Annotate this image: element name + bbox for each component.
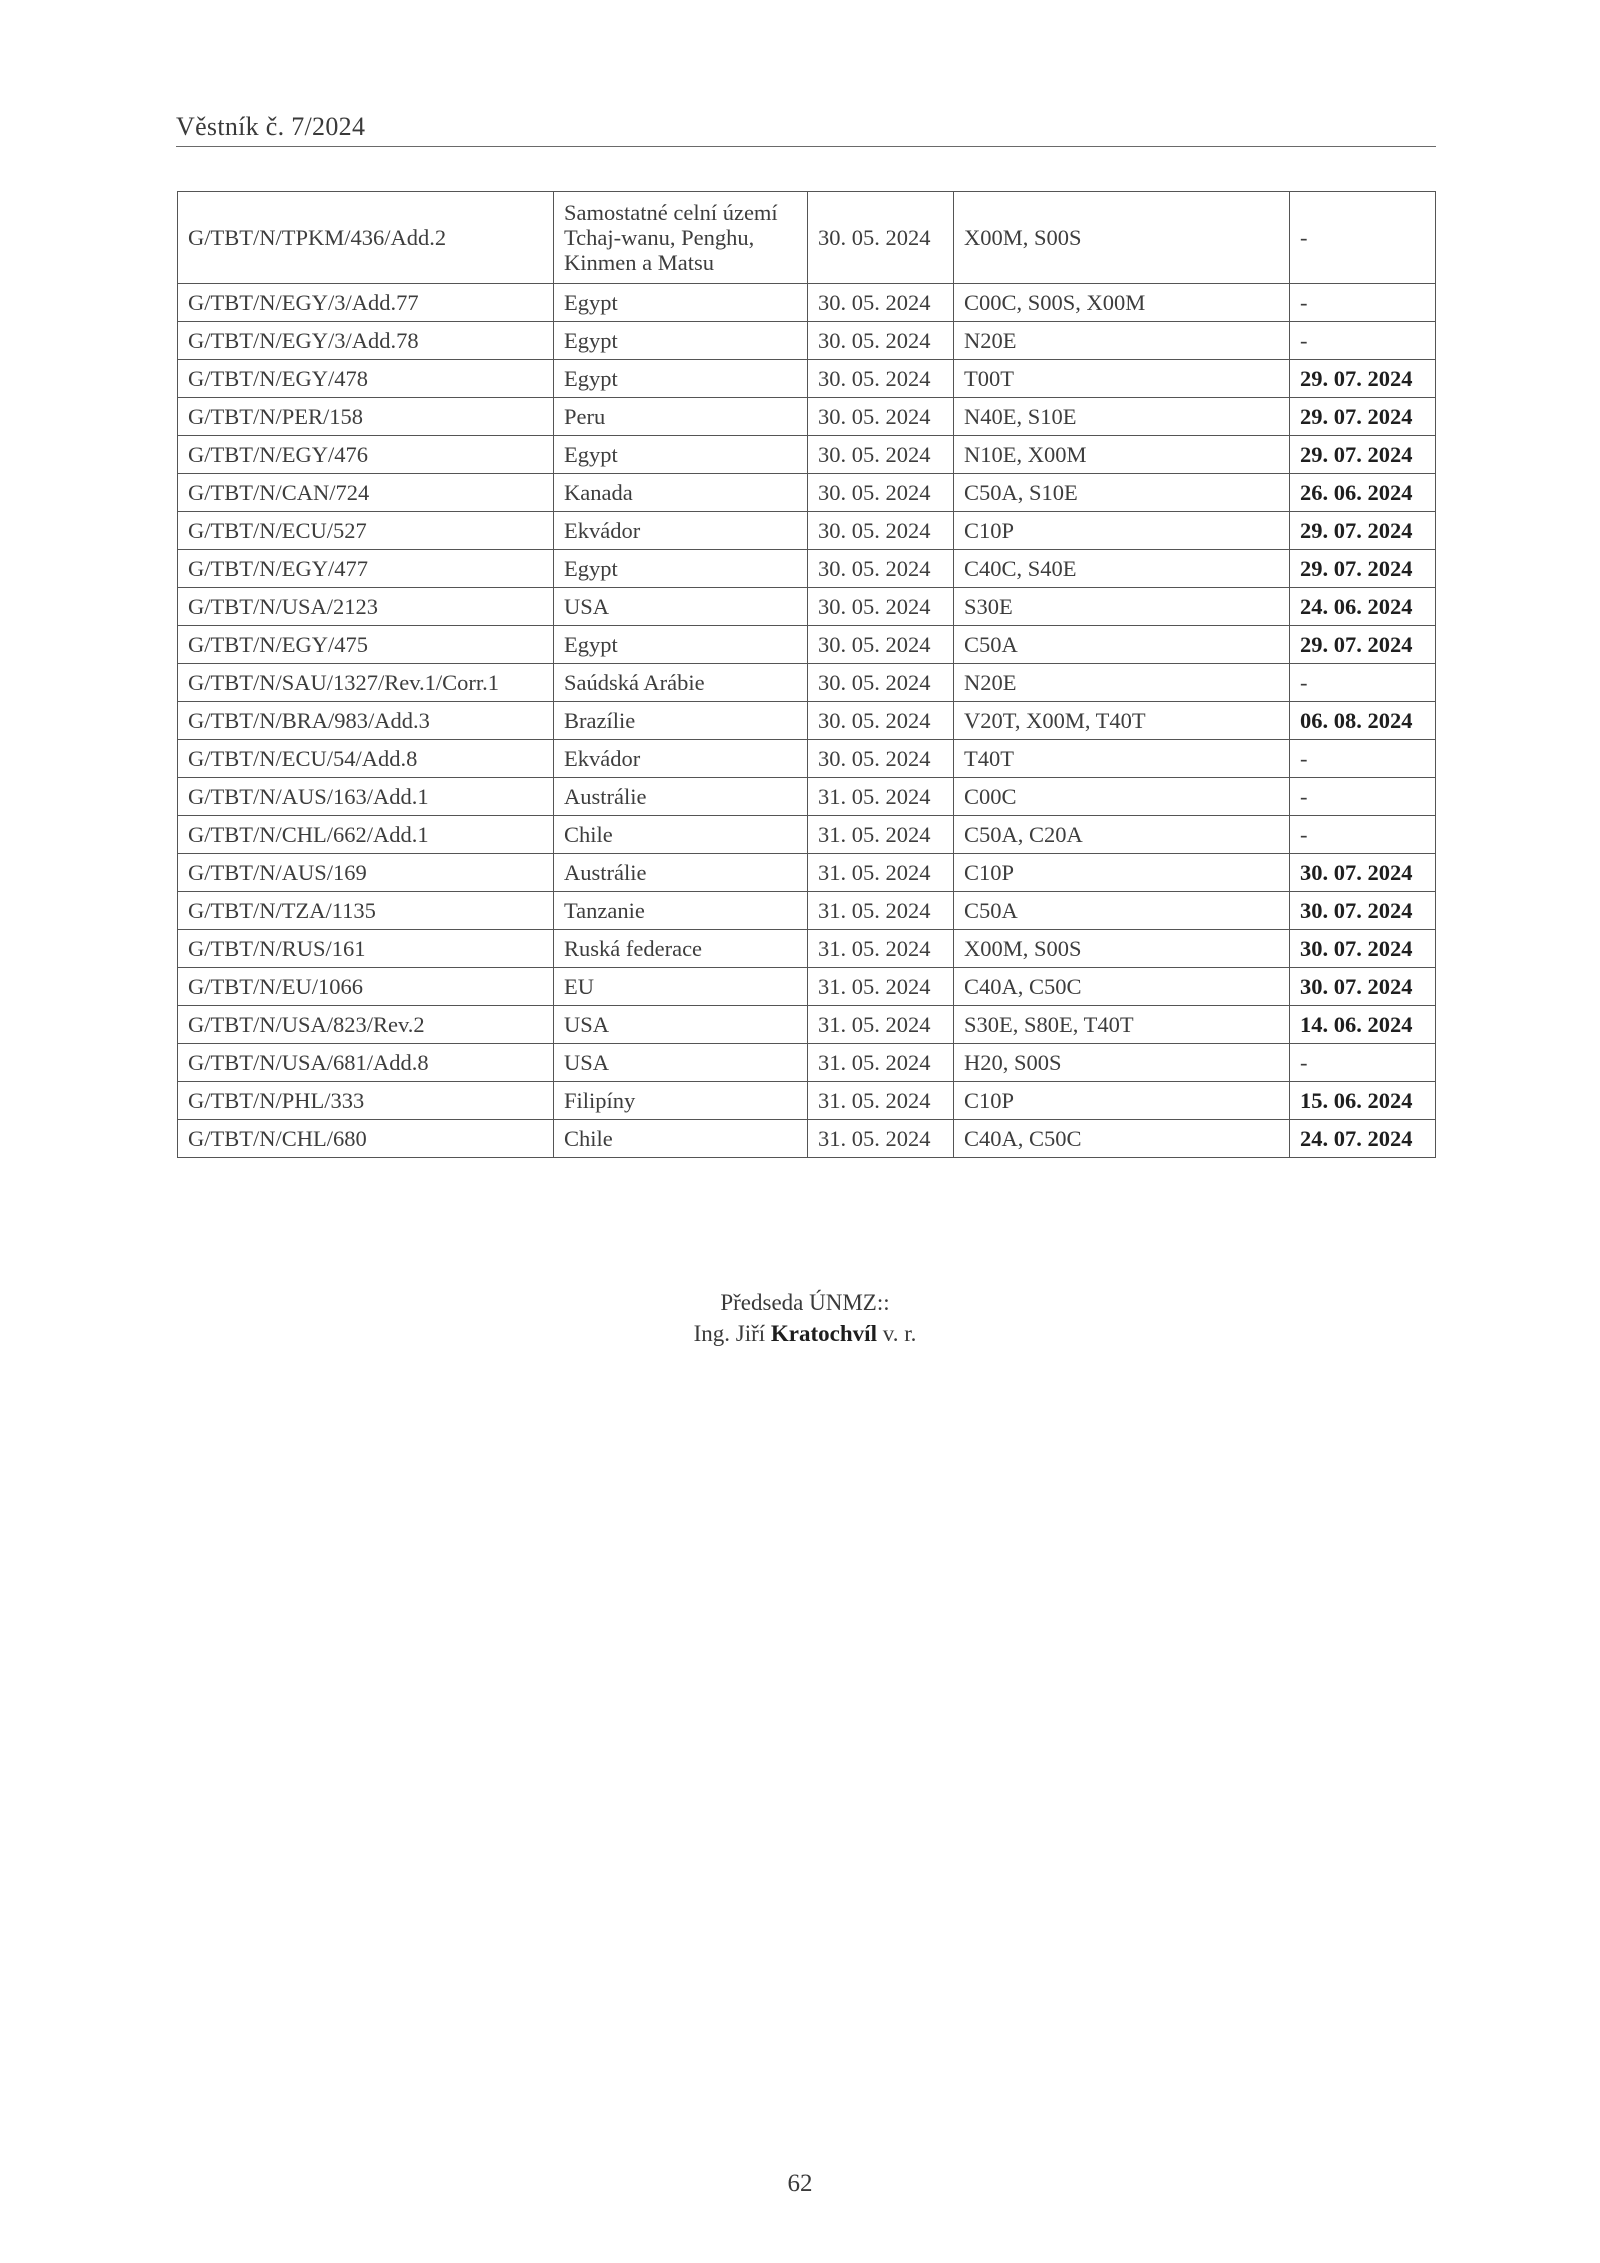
notification-date-cell: 31. 05. 2024 [808,778,954,816]
comment-deadline-cell: 24. 06. 2024 [1290,588,1436,626]
notification-date-cell: 30. 05. 2024 [808,474,954,512]
notification-code-cell: G/TBT/N/TZA/1135 [178,892,554,930]
notification-code-cell: G/TBT/N/EGY/477 [178,550,554,588]
notification-date-cell: 30. 05. 2024 [808,322,954,360]
notification-date-cell: 31. 05. 2024 [808,854,954,892]
comment-deadline-cell: 30. 07. 2024 [1290,968,1436,1006]
table-row [178,1044,1436,1082]
comment-deadline-cell: 30. 07. 2024 [1290,892,1436,930]
notification-code-cell: G/TBT/N/ECU/527 [178,512,554,550]
notification-code-cell: G/TBT/N/EGY/475 [178,626,554,664]
notification-code-cell: G/TBT/N/PER/158 [178,398,554,436]
ics-codes-cell: N20E [954,322,1290,360]
comment-deadline-cell: 06. 08. 2024 [1290,702,1436,740]
ics-codes-cell: C50A [954,626,1290,664]
country-cell: Egypt [554,284,808,322]
notifications-table-body [178,192,1436,1158]
comment-deadline-cell: 24. 07. 2024 [1290,1120,1436,1158]
ics-codes-cell: C40A, C50C [954,1120,1290,1158]
ics-codes-cell: C10P [954,512,1290,550]
country-cell: Saúdská Arábie [554,664,808,702]
country-cell: Ekvádor [554,740,808,778]
notification-code-cell: G/TBT/N/USA/2123 [178,588,554,626]
ics-codes-cell: S30E, S80E, T40T [954,1006,1290,1044]
country-cell: Brazílie [554,702,808,740]
comment-deadline-cell: 29. 07. 2024 [1290,398,1436,436]
notification-code-cell: G/TBT/N/USA/823/Rev.2 [178,1006,554,1044]
country-cell: Kanada [554,474,808,512]
table-row [178,512,1436,550]
comment-deadline-cell: 29. 07. 2024 [1290,360,1436,398]
country-cell: Ruská federace [554,930,808,968]
country-cell: USA [554,588,808,626]
notification-date-cell: 30. 05. 2024 [808,550,954,588]
notification-date-cell: 31. 05. 2024 [808,968,954,1006]
country-cell: Chile [554,1120,808,1158]
table-row [178,322,1436,360]
ics-codes-cell: C10P [954,1082,1290,1120]
country-cell: Ekvádor [554,512,808,550]
comment-deadline-cell: - [1290,740,1436,778]
comment-deadline-cell: - [1290,816,1436,854]
country-cell: Filipíny [554,1082,808,1120]
table-row [178,854,1436,892]
comment-deadline-cell: 30. 07. 2024 [1290,854,1436,892]
ics-codes-cell: C10P [954,854,1290,892]
notification-date-cell: 30. 05. 2024 [808,360,954,398]
notification-code-cell: G/TBT/N/CAN/724 [178,474,554,512]
notification-code-cell: G/TBT/N/PHL/333 [178,1082,554,1120]
ics-codes-cell: X00M, S00S [954,930,1290,968]
table-row [178,930,1436,968]
notification-date-cell: 31. 05. 2024 [808,1006,954,1044]
table-row [178,968,1436,1006]
ics-codes-cell: T00T [954,360,1290,398]
notification-code-cell: G/TBT/N/BRA/983/Add.3 [178,702,554,740]
notification-code-cell: G/TBT/N/CHL/680 [178,1120,554,1158]
table-row [178,740,1436,778]
notification-code-cell: G/TBT/N/ECU/54/Add.8 [178,740,554,778]
table-row [178,1120,1436,1158]
country-cell: EU [554,968,808,1006]
comment-deadline-cell: 29. 07. 2024 [1290,550,1436,588]
table-row [178,284,1436,322]
notification-date-cell: 30. 05. 2024 [808,512,954,550]
table-row [178,360,1436,398]
notification-date-cell: 31. 05. 2024 [808,1044,954,1082]
notification-code-cell: G/TBT/N/SAU/1327/Rev.1/Corr.1 [178,664,554,702]
comment-deadline-cell: - [1290,664,1436,702]
notification-code-cell: G/TBT/N/TPKM/436/Add.2 [178,192,554,284]
notification-date-cell: 31. 05. 2024 [808,1082,954,1120]
country-cell: Austrálie [554,778,808,816]
notification-code-cell: G/TBT/N/CHL/662/Add.1 [178,816,554,854]
table-row [178,1006,1436,1044]
country-cell: Peru [554,398,808,436]
table-row [178,816,1436,854]
page-header-title: Věstník č. 7/2024 [176,112,366,141]
notification-date-cell: 30. 05. 2024 [808,626,954,664]
table-row [178,702,1436,740]
country-cell: Egypt [554,322,808,360]
table-row [178,474,1436,512]
notification-code-cell: G/TBT/N/EGY/3/Add.78 [178,322,554,360]
signature-surname: Kratochvíl [770,1321,877,1346]
table-row [178,192,1436,284]
notification-date-cell: 30. 05. 2024 [808,436,954,474]
comment-deadline-cell: 14. 06. 2024 [1290,1006,1436,1044]
notification-date-cell: 31. 05. 2024 [808,816,954,854]
table-row [178,626,1436,664]
signature-name [0,1318,1600,1349]
notification-date-cell: 31. 05. 2024 [808,892,954,930]
notification-code-cell: G/TBT/N/USA/681/Add.8 [178,1044,554,1082]
signature-prefix: Ing. Jiří [693,1321,766,1346]
notification-code-cell: G/TBT/N/EGY/3/Add.77 [178,284,554,322]
country-cell: USA [554,1006,808,1044]
notification-date-cell: 30. 05. 2024 [808,702,954,740]
comment-deadline-cell: - [1290,1044,1436,1082]
ics-codes-cell: H20, S00S [954,1044,1290,1082]
comment-deadline-cell: - [1290,778,1436,816]
country-cell: Samostatné celní území Tchaj-wanu, Penghu, Kinmen a Matsu [554,192,808,284]
ics-codes-cell: C50A, C20A [954,816,1290,854]
country-cell: Egypt [554,436,808,474]
notification-code-cell: G/TBT/N/EGY/476 [178,436,554,474]
comment-deadline-cell: 26. 06. 2024 [1290,474,1436,512]
country-cell: Chile [554,816,808,854]
notifications-table [177,191,1436,1158]
table-row [178,664,1436,702]
ics-codes-cell: S30E [954,588,1290,626]
header-divider [176,146,1436,147]
table-row [178,588,1436,626]
notification-date-cell: 30. 05. 2024 [808,740,954,778]
table-row [178,1082,1436,1120]
page-number: 62 [787,2170,813,2197]
notification-date-cell: 30. 05. 2024 [808,284,954,322]
signature-role: Předseda ÚNMZ:: [720,1290,890,1315]
ics-codes-cell: N20E [954,664,1290,702]
notification-date-cell: 30. 05. 2024 [808,398,954,436]
ics-codes-cell: C50A [954,892,1290,930]
table-row [178,436,1436,474]
notification-date-cell: 30. 05. 2024 [808,192,954,284]
signature-block [0,1287,1600,1349]
signature-suffix: v. r. [882,1321,917,1346]
table-row [178,778,1436,816]
ics-codes-cell: C40C, S40E [954,550,1290,588]
country-cell: Egypt [554,550,808,588]
ics-codes-cell: V20T, X00M, T40T [954,702,1290,740]
table-row [178,892,1436,930]
country-cell: Austrálie [554,854,808,892]
notification-code-cell: G/TBT/N/AUS/163/Add.1 [178,778,554,816]
country-cell: USA [554,1044,808,1082]
notification-date-cell: 30. 05. 2024 [808,664,954,702]
comment-deadline-cell: 29. 07. 2024 [1290,626,1436,664]
country-cell: Egypt [554,626,808,664]
ics-codes-cell: X00M, S00S [954,192,1290,284]
comment-deadline-cell: 29. 07. 2024 [1290,436,1436,474]
comment-deadline-cell: 15. 06. 2024 [1290,1082,1436,1120]
comment-deadline-cell: - [1290,322,1436,360]
notification-code-cell: G/TBT/N/RUS/161 [178,930,554,968]
notification-code-cell: G/TBT/N/EGY/478 [178,360,554,398]
comment-deadline-cell: - [1290,192,1436,284]
comment-deadline-cell: 29. 07. 2024 [1290,512,1436,550]
ics-codes-cell: T40T [954,740,1290,778]
ics-codes-cell: C00C, S00S, X00M [954,284,1290,322]
comment-deadline-cell: 30. 07. 2024 [1290,930,1436,968]
country-cell: Tanzanie [554,892,808,930]
notification-date-cell: 31. 05. 2024 [808,930,954,968]
ics-codes-cell: C50A, S10E [954,474,1290,512]
country-cell: Egypt [554,360,808,398]
table-row [178,550,1436,588]
notification-date-cell: 31. 05. 2024 [808,1120,954,1158]
ics-codes-cell: N10E, X00M [954,436,1290,474]
comment-deadline-cell: - [1290,284,1436,322]
notification-code-cell: G/TBT/N/EU/1066 [178,968,554,1006]
notification-code-cell: G/TBT/N/AUS/169 [178,854,554,892]
notification-date-cell: 30. 05. 2024 [808,588,954,626]
ics-codes-cell: N40E, S10E [954,398,1290,436]
ics-codes-cell: C00C [954,778,1290,816]
table-row [178,398,1436,436]
ics-codes-cell: C40A, C50C [954,968,1290,1006]
